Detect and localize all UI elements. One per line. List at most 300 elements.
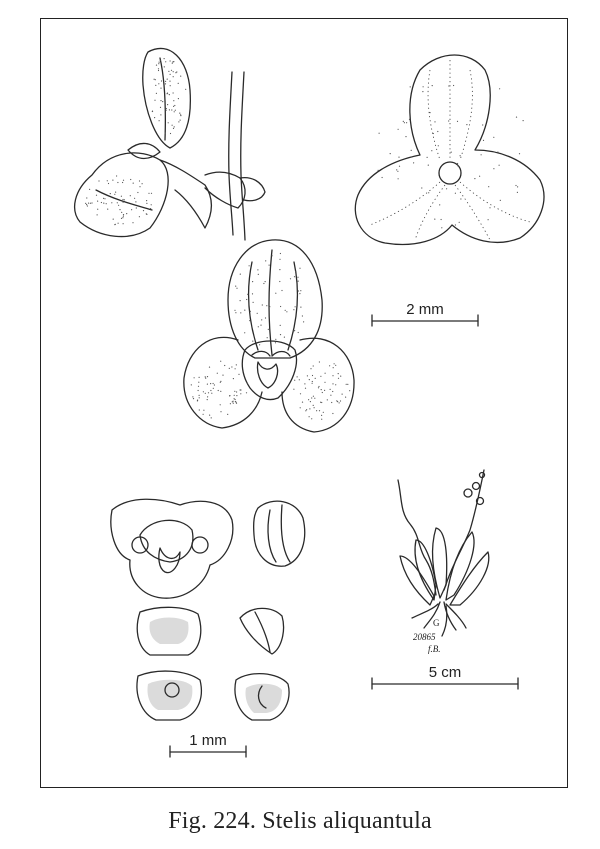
stipple-dot <box>170 133 171 134</box>
stipple-dot <box>114 224 115 225</box>
stipple-dot <box>167 104 168 105</box>
stipple-dot <box>173 71 174 72</box>
stipple-dot <box>174 126 175 127</box>
stipple-dot <box>457 121 458 122</box>
stipple-dot <box>431 150 432 151</box>
stipple-dot <box>220 381 221 382</box>
stipple-dot <box>439 204 440 205</box>
stipple-dot <box>101 202 102 203</box>
stipple-dot <box>135 201 136 202</box>
stipple-dot <box>122 217 123 218</box>
stipple-dot <box>517 186 518 187</box>
flower-front-view-drawing <box>355 55 544 244</box>
stipple-dot <box>316 410 317 411</box>
stipple-dot <box>279 259 280 260</box>
stipple-dot <box>91 202 92 203</box>
stipple-dot <box>170 60 171 61</box>
stipple-dot <box>132 222 133 223</box>
stipple-dot <box>497 152 498 153</box>
stipple-dot <box>207 396 208 397</box>
stipple-dot <box>299 268 300 269</box>
stipple-dot <box>305 388 306 389</box>
stipple-dot <box>261 319 262 320</box>
stipple-dot <box>479 176 480 177</box>
stipple-dot <box>85 203 86 204</box>
stipple-dot <box>252 281 253 282</box>
stipple-dot <box>460 198 461 199</box>
habit-drawing <box>398 470 489 654</box>
stipple-dot <box>158 83 159 84</box>
stipple-dot <box>158 70 159 71</box>
stipple-dot <box>327 399 328 400</box>
stipple-dot <box>313 365 314 366</box>
stipple-dot <box>309 408 310 409</box>
stipple-dot <box>134 198 135 199</box>
stipple-dot <box>156 65 157 66</box>
stipple-dot <box>441 227 442 228</box>
stipple-dot <box>411 157 412 158</box>
stipple-dot <box>460 155 461 156</box>
stipple-dot <box>455 224 456 225</box>
stipple-dot <box>281 290 282 291</box>
stipple-dot <box>133 183 134 184</box>
stipple-dot <box>437 131 438 132</box>
stipple-dot <box>275 293 276 294</box>
scale-label-2mm: 2 mm <box>406 301 444 318</box>
stipple-dot <box>203 410 204 411</box>
stipple-dot <box>115 192 116 193</box>
stipple-dot <box>448 120 449 121</box>
stipple-dot <box>253 302 254 303</box>
stipple-dot <box>235 286 236 287</box>
stipple-dot <box>203 391 204 392</box>
scale-bar-5cm <box>372 664 518 689</box>
stipple-dot <box>441 219 442 220</box>
stipple-dot <box>180 115 181 116</box>
stipple-dot <box>258 326 259 327</box>
stipple-dot <box>166 108 167 109</box>
stipple-dot <box>123 214 124 215</box>
stipple-dot <box>275 339 276 340</box>
stipple-dot <box>207 376 208 377</box>
stipple-dot <box>209 415 210 416</box>
stipple-dot <box>302 315 303 316</box>
stipple-dot <box>249 265 250 266</box>
stipple-dot <box>121 212 122 213</box>
stipple-dot <box>329 365 330 366</box>
stipple-dot <box>171 109 172 110</box>
stipple-dot <box>111 202 112 203</box>
stipple-dot <box>285 310 286 311</box>
stipple-dot <box>398 129 399 130</box>
stipple-dot <box>298 290 299 291</box>
stipple-dot <box>320 376 321 377</box>
stipple-dot <box>423 86 424 87</box>
stipple-dot <box>379 133 380 134</box>
stipple-dot <box>205 376 206 377</box>
stipple-dot <box>180 120 181 121</box>
stipple-dot <box>178 83 179 84</box>
stipple-dot <box>160 60 161 61</box>
stipple-dot <box>210 390 211 391</box>
stipple-dot <box>314 398 315 399</box>
stipple-dot <box>236 402 237 403</box>
stipple-dot <box>319 361 320 362</box>
scale-bar-1mm <box>170 732 246 757</box>
stipple-dot <box>319 410 320 411</box>
specimen-collector-initial: G <box>433 618 440 628</box>
stipple-dot <box>205 378 206 379</box>
stipple-dot <box>297 277 298 278</box>
stipple-dot <box>308 399 309 400</box>
stipple-dot <box>300 393 301 394</box>
stipple-dot <box>205 393 206 394</box>
stipple-dot <box>123 202 124 203</box>
stipple-dot <box>280 334 281 335</box>
stipple-dot <box>126 213 127 214</box>
scale-label-5cm: 5 cm <box>428 664 462 681</box>
stipple-dot <box>169 81 170 82</box>
stipple-dot <box>459 222 460 223</box>
stipple-dot <box>235 312 236 313</box>
stipple-dot <box>321 419 322 420</box>
stipple-dot <box>172 125 173 126</box>
stipple-dot <box>161 80 162 81</box>
stipple-dot <box>240 274 241 275</box>
stipple-dot <box>122 199 123 200</box>
stipple-dot <box>307 375 308 376</box>
stipple-dot <box>404 122 405 123</box>
stipple-dot <box>139 186 140 187</box>
stipple-dot <box>207 399 208 400</box>
stipple-dot <box>233 403 234 404</box>
stipple-dot <box>247 383 248 384</box>
stipple-dot <box>403 121 404 122</box>
stipple-dot <box>396 169 397 170</box>
stipple-dot <box>155 79 156 80</box>
stipple-dot <box>311 397 312 398</box>
stipple-dot <box>500 200 501 201</box>
stipple-dot <box>142 183 143 184</box>
stipple-dot <box>405 136 406 137</box>
stipple-dot <box>406 122 407 123</box>
stipple-dot <box>148 193 149 194</box>
stipple-dot <box>207 384 208 385</box>
stipple-dot <box>244 310 245 311</box>
stipple-dot <box>231 366 232 367</box>
stipple-dot <box>434 121 435 122</box>
stipple-dot <box>318 386 319 387</box>
stipple-dot <box>227 414 228 415</box>
stipple-dot <box>165 133 166 134</box>
stipple-dot <box>483 140 484 141</box>
stipple-dot <box>267 337 268 338</box>
stipple-dot <box>330 389 331 390</box>
stipple-dot <box>193 398 194 399</box>
stipple-dot <box>325 373 326 374</box>
stipple-dot <box>266 305 267 306</box>
stipple-dot <box>119 209 120 210</box>
stipple-dot <box>284 337 285 338</box>
stipple-dot <box>116 175 117 176</box>
stipple-dot <box>198 390 199 391</box>
stipple-dot <box>220 391 221 392</box>
stipple-dot <box>130 179 131 180</box>
stipple-dot <box>410 86 411 87</box>
stipple-dot <box>257 269 258 270</box>
stipple-dot <box>268 329 269 330</box>
stipple-dot <box>235 399 236 400</box>
stipple-dot <box>136 207 137 208</box>
stipple-dot <box>160 88 161 89</box>
stipple-dot <box>438 145 439 146</box>
stipple-dot <box>332 375 333 376</box>
stipple-dot <box>98 180 99 181</box>
stipple-dot <box>117 182 118 183</box>
stipple-dot <box>422 91 423 92</box>
stipple-dot <box>428 165 429 166</box>
stipple-dot <box>172 61 173 62</box>
stipple-dot <box>173 106 174 107</box>
stipple-dot <box>123 180 124 181</box>
stipple-dot <box>86 197 87 198</box>
stipple-dot <box>211 393 212 394</box>
stipple-dot <box>173 128 174 129</box>
stipple-dot <box>139 180 140 181</box>
stipple-dot <box>166 110 167 111</box>
stipple-dot <box>321 415 322 416</box>
stipple-dot <box>312 383 313 384</box>
stipple-dot <box>240 389 241 390</box>
stipple-dot <box>154 100 155 101</box>
stipple-dot <box>246 299 247 300</box>
stipple-dot <box>455 193 456 194</box>
stipple-dot <box>268 307 269 308</box>
stipple-dot <box>330 395 331 396</box>
stipple-dot <box>390 153 391 154</box>
stipple-dot <box>131 209 132 210</box>
stipple-dot <box>446 188 447 189</box>
stipple-dot <box>220 361 221 362</box>
stipple-dot <box>159 62 160 63</box>
stipple-dot <box>269 265 270 266</box>
scale-label-1mm: 1 mm <box>189 732 227 749</box>
stipple-dot <box>345 397 346 398</box>
stipple-dot <box>158 68 159 69</box>
stipple-dot <box>97 201 98 202</box>
stipple-dot <box>306 409 307 410</box>
stipple-dot <box>481 154 482 155</box>
stippling-texture <box>85 58 524 420</box>
stipple-dot <box>224 365 225 366</box>
stipple-dot <box>332 413 333 414</box>
stipple-dot <box>434 219 435 220</box>
stipple-dot <box>297 376 298 377</box>
stipple-dot <box>160 107 161 108</box>
stipple-dot <box>146 200 147 201</box>
stipple-dot <box>151 204 152 205</box>
stipple-dot <box>240 393 241 394</box>
stipple-dot <box>146 203 147 204</box>
stipple-dot <box>310 368 311 369</box>
stipple-dot <box>211 417 212 418</box>
stipple-dot <box>335 365 336 366</box>
stipple-dot <box>397 171 398 172</box>
stipple-dot <box>489 207 490 208</box>
stipple-dot <box>179 113 180 114</box>
stipple-dot <box>86 204 87 205</box>
stipple-dot <box>96 195 97 196</box>
stipple-dot <box>165 81 166 82</box>
stipple-dot <box>143 210 144 211</box>
stipple-dot <box>300 407 301 408</box>
stipple-dot <box>210 383 211 384</box>
stipple-dot <box>293 309 294 310</box>
stipple-dot <box>180 76 181 77</box>
stipple-dot <box>335 384 336 385</box>
stipple-dot <box>170 85 171 86</box>
stipple-dot <box>398 157 399 158</box>
stipple-dot <box>259 344 260 345</box>
stipple-dot <box>333 367 334 368</box>
stipple-dot <box>275 342 276 343</box>
stipple-dot <box>298 332 299 333</box>
stipple-dot <box>220 404 221 405</box>
figure-caption: Fig. 224. Stelis aliquantula <box>168 808 432 834</box>
stipple-dot <box>198 386 199 387</box>
stipple-dot <box>310 401 311 402</box>
stipple-dot <box>199 409 200 410</box>
stipple-dot <box>313 396 314 397</box>
stipple-dot <box>312 381 313 382</box>
stipple-dot <box>427 157 428 158</box>
stipple-dot <box>169 109 170 110</box>
stipple-dot <box>233 378 234 379</box>
stipple-dot <box>118 223 119 224</box>
stipple-dot <box>175 72 176 73</box>
stipple-dot <box>321 389 322 390</box>
stipple-dot <box>150 208 151 209</box>
stipple-dot <box>515 185 516 186</box>
stipple-dot <box>309 379 310 380</box>
stipple-dot <box>517 192 518 193</box>
stipple-dot <box>474 178 475 179</box>
stipple-dot <box>194 377 195 378</box>
stipple-dot <box>234 310 235 311</box>
stipple-dot <box>488 219 489 220</box>
stipple-dot <box>263 283 264 284</box>
stipple-dot <box>466 124 467 125</box>
stipple-dot <box>121 218 122 219</box>
stipple-dot <box>124 199 125 200</box>
stipple-dot <box>191 384 192 385</box>
stipple-dot <box>199 397 200 398</box>
stipple-dot <box>160 100 161 101</box>
stipple-dot <box>252 341 253 342</box>
stipple-dot <box>332 391 333 392</box>
stipple-dot <box>331 402 332 403</box>
stipple-dot <box>499 165 500 166</box>
stipple-dot <box>347 384 348 385</box>
specimen-number: 20865 <box>413 632 436 642</box>
stipple-dot <box>315 378 316 379</box>
stipple-dot <box>123 216 124 217</box>
stipple-dot <box>107 180 108 181</box>
stipple-dot <box>118 205 119 206</box>
stipple-dot <box>295 306 296 307</box>
stipple-dot <box>309 416 310 417</box>
stipple-dot <box>130 195 131 196</box>
stipple-dot <box>399 166 400 167</box>
stipple-dot <box>523 120 524 121</box>
stipple-dot <box>229 395 230 396</box>
stipple-dot <box>257 313 258 314</box>
stipple-dot <box>279 281 280 282</box>
stipple-dot <box>162 101 163 102</box>
stipple-dot <box>97 214 98 215</box>
stipple-dot <box>378 170 379 171</box>
stipple-dot <box>146 214 147 215</box>
stipple-dot <box>229 368 230 369</box>
stipple-dot <box>173 76 174 77</box>
stipple-dot <box>295 271 296 272</box>
stipple-dot <box>90 203 91 204</box>
stipple-dot <box>338 378 339 379</box>
stipple-dot <box>250 311 251 312</box>
stipple-dot <box>339 402 340 403</box>
stipple-dot <box>178 98 179 99</box>
stipple-dot <box>137 192 138 193</box>
stipple-dot <box>265 317 266 318</box>
stipple-dot <box>236 395 237 396</box>
specimen-collector-abbrev: f.B. <box>428 644 441 654</box>
stipple-dot <box>265 281 266 282</box>
stipple-dot <box>230 403 231 404</box>
stipple-dot <box>172 63 173 64</box>
stipple-dot <box>165 83 166 84</box>
stipple-dot <box>213 388 214 389</box>
stipple-dot <box>409 119 410 120</box>
stipple-dot <box>260 325 261 326</box>
stipple-dot <box>171 70 172 71</box>
stipple-dot <box>349 390 350 391</box>
stipple-dot <box>121 196 122 197</box>
stipple-dot <box>209 367 210 368</box>
stipple-dot <box>493 168 494 169</box>
stipple-dot <box>252 293 253 294</box>
stipple-dot <box>175 110 176 111</box>
stipple-dot <box>214 384 215 385</box>
stipple-dot <box>113 219 114 220</box>
stipple-dot <box>488 186 489 187</box>
stipple-dot <box>262 304 263 305</box>
stipple-dot <box>451 152 452 153</box>
stipple-dot <box>97 209 98 210</box>
stipple-dot <box>192 396 193 397</box>
stipple-dot <box>240 300 241 301</box>
scale-bar-2mm <box>372 301 478 326</box>
stipple-dot <box>300 290 301 291</box>
stipple-dot <box>332 383 333 384</box>
stipple-dot <box>313 405 314 406</box>
stipple-dot <box>411 150 412 151</box>
stipple-dot <box>107 209 108 210</box>
stipple-dot <box>324 390 325 391</box>
stipple-dot <box>106 203 107 204</box>
stipple-dot <box>246 392 247 393</box>
stipple-dot <box>298 281 299 282</box>
stipple-dot <box>286 311 287 312</box>
